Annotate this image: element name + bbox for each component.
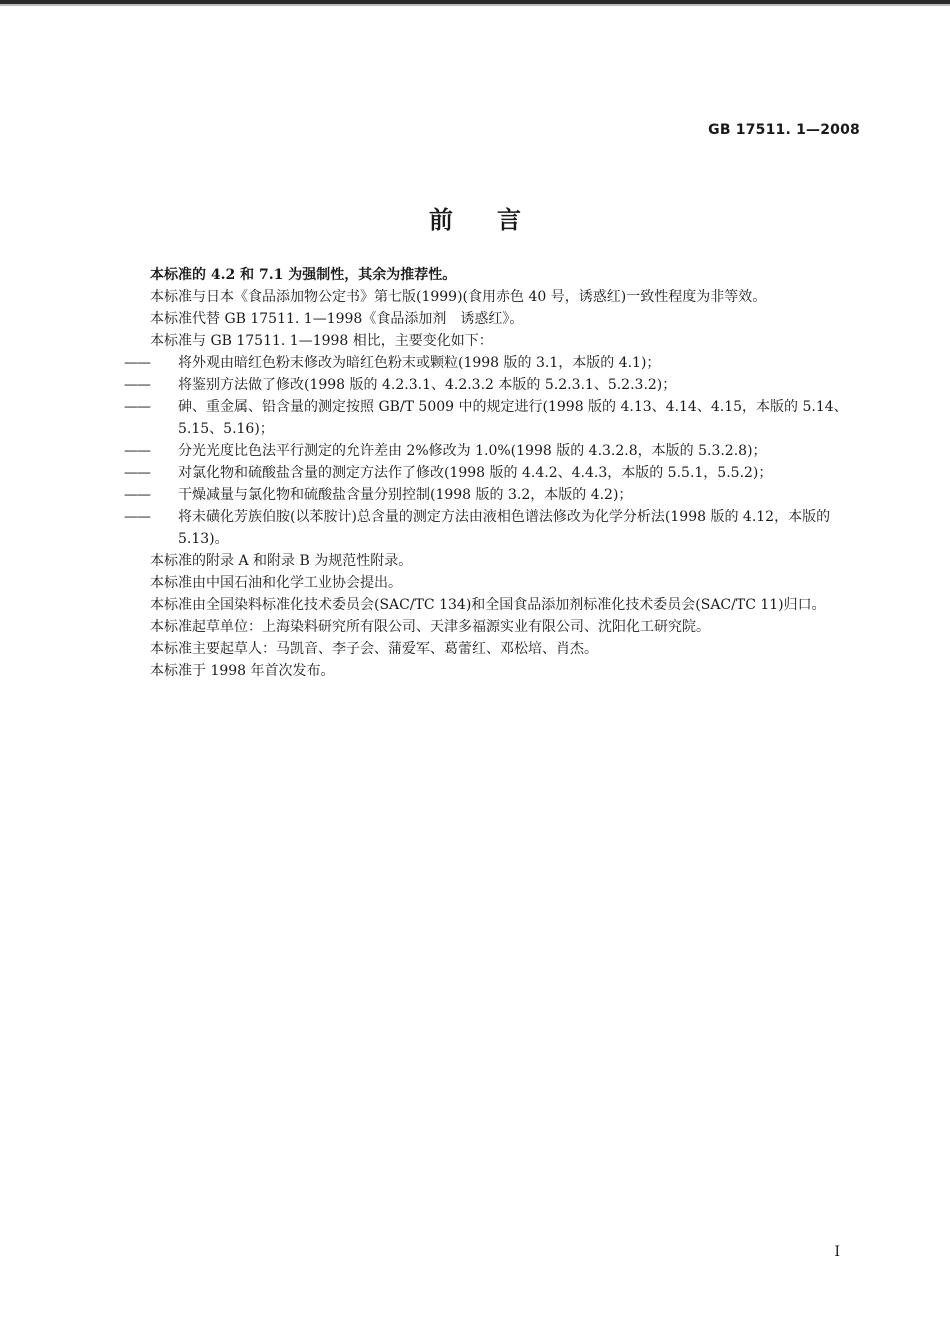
change-item-text: 砷、重金属、铅含量的测定按照 GB/T 5009 中的规定进行(1998 版的 4.13、4.14、4.15，本版的 5.14、5.15、5.16)； (178, 399, 848, 437)
paragraph-committee: 本标准由全国染料标准化技术委员会(SAC/TC 134)和全国食品添加剂标准化技术委员会(SAC/TC 11)归口。 (150, 597, 826, 613)
change-item (118, 506, 858, 550)
paragraph-changes-intro: 本标准与 GB 17511. 1—1998 相比，主要变化如下： (150, 333, 493, 349)
foreword-body (118, 264, 858, 682)
dash-marker: —— (124, 377, 150, 393)
paragraph-first-release: 本标准于 1998 年首次发布。 (150, 663, 335, 679)
page-title: 前言 (429, 206, 565, 234)
change-item-text: 分光光度比色法平行测定的允许差由 2%修改为 1.0%(1998 版的 4.3.2.8，本版的 5.3.2.8)； (178, 443, 767, 459)
standard-code: GB 17511. 1—2008 (708, 122, 860, 138)
change-item-text: 对氯化物和硫酸盐含量的测定方法作了修改(1998 版的 4.4.2、4.4.3，本版的 5.5.1，5.5.2)； (178, 465, 773, 481)
change-item (118, 396, 858, 440)
change-item (118, 462, 858, 484)
change-item-text: 将未磺化芳族伯胺(以苯胺计)总含量的测定方法由液相色谱法修改为化学分析法(1998 版的 4.12，本版的 5.13)。 (178, 509, 831, 547)
dash-marker: —— (124, 399, 150, 415)
change-item (118, 484, 858, 506)
change-item (118, 374, 858, 396)
paragraph-drafting-units: 本标准起草单位：上海染料研究所有限公司、天津多福源实业有限公司、沈阳化工研究院。 (150, 619, 710, 635)
paragraph-mandatory-clauses: 本标准的 4.2 和 7.1 为强制性，其余为推荐性。 (150, 267, 457, 283)
paragraph-replaces: 本标准代替 GB 17511. 1—1998《食品添加剂 诱惑红》。 (150, 311, 524, 327)
paragraph-annexes: 本标准的附录 A 和附录 B 为规范性附录。 (150, 553, 413, 569)
change-item (118, 352, 858, 374)
dash-marker: —— (124, 509, 150, 525)
dash-marker: —— (124, 443, 150, 459)
change-item-text: 将外观由暗红色粉末修改为暗红色粉末或颗粒(1998 版的 3.1，本版的 4.1)； (178, 355, 661, 371)
dash-marker: —— (124, 487, 150, 503)
page-number: I (834, 1244, 840, 1260)
dash-marker: —— (124, 355, 150, 371)
change-item-text: 干燥减量与氯化物和硫酸盐含量分别控制(1998 版的 3.2，本版的 4.2)； (178, 487, 633, 503)
scan-top-edge-shadow (0, 4, 950, 6)
change-item (118, 440, 858, 462)
paragraph-proposer: 本标准由中国石油和化学工业协会提出。 (150, 575, 402, 591)
change-item-text: 将鉴别方法做了修改(1998 版的 4.2.3.1、4.2.3.2 本版的 5.2.3.1、5.2.3.2)； (178, 377, 677, 393)
paragraph-drafters: 本标准主要起草人：马凯音、李子会、蒲爱军、葛蕾红、邓松培、肖杰。 (150, 641, 598, 657)
paragraph-equivalence: 本标准与日本《食品添加物公定书》第七版(1999)(食用赤色 40 号，诱惑红)一致性程度为非等效。 (150, 289, 767, 305)
dash-marker: —— (124, 465, 150, 481)
